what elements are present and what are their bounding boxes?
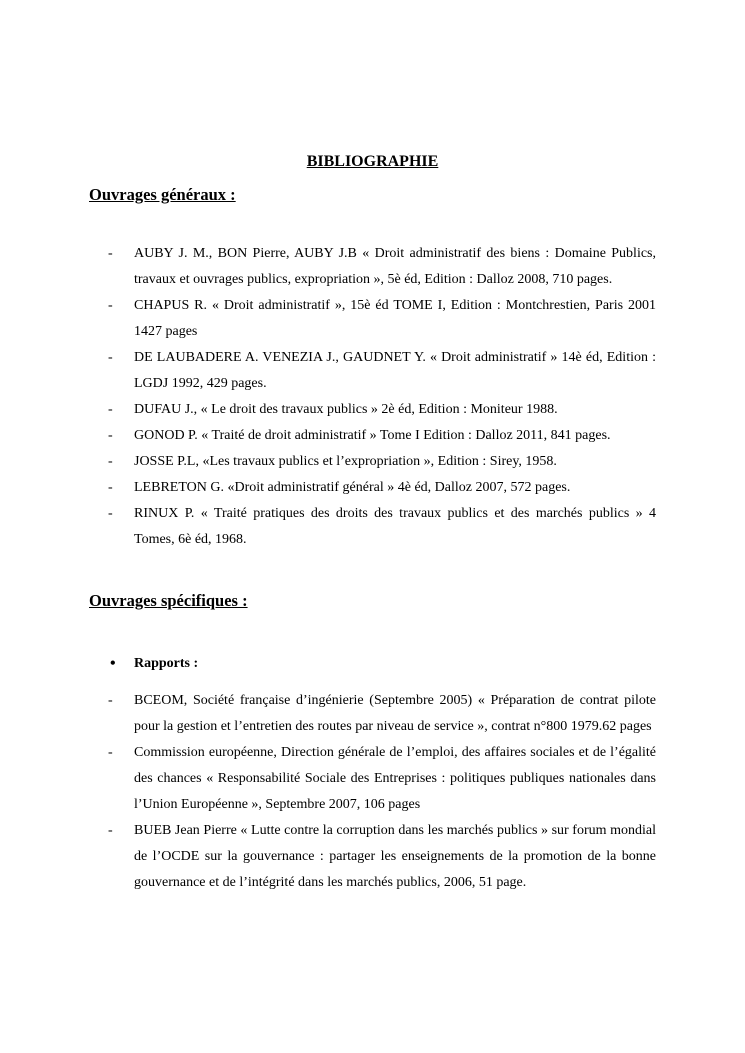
document-title: BIBLIOGRAPHIE [306, 153, 439, 170]
dash-marker: - [108, 506, 113, 521]
dash-marker: - [108, 246, 113, 261]
dash-marker: - [108, 454, 113, 469]
general-reference-list [0, 241, 745, 553]
dash-marker: - [108, 745, 113, 760]
reference-text: DE LAUBADERE A. VENEZIA J., GAUDNET Y. « Droit administratif » 14è éd, Edition : LGDJ 1992, 429 pages. [134, 350, 656, 391]
dash-marker: - [108, 693, 113, 708]
dash-marker: - [108, 298, 113, 313]
dash-marker: - [108, 402, 113, 417]
reference-item [0, 397, 656, 423]
section-heading-general: Ouvrages généraux : [89, 185, 236, 204]
dash-marker: - [108, 480, 113, 495]
reference-text: AUBY J. M., BON Pierre, AUBY J.B « Droit administratif des biens : Domaine Publics, travaux et ouvrages publics, expropriation », 5è éd, Edition : Dalloz 2008, 710 pages. [134, 246, 656, 287]
reference-text: GONOD P. « Traité de droit administratif » Tome I Edition : Dalloz 2011, 841 pages. [134, 428, 611, 443]
reports-reference-list [0, 688, 745, 896]
dash-marker: - [108, 823, 113, 838]
reference-text: JOSSE P.L, «Les travaux publics et l’expropriation », Edition : Sirey, 1958. [134, 454, 557, 469]
reference-text: CHAPUS R. « Droit administratif », 15è éd TOME I, Edition : Montchrestien, Paris 2001 1427 pages [134, 298, 656, 339]
bullet-marker: • [110, 655, 116, 672]
reference-item [0, 740, 656, 818]
reference-item [0, 241, 656, 293]
reference-text: BCEOM, Société française d’ingénierie (Septembre 2005) « Préparation de contrat pilote pour la gestion et l’entretien des routes par niveau de service », contrat n°800 1979.62 pages [134, 693, 656, 734]
section-heading-specific: Ouvrages spécifiques : [89, 591, 248, 610]
reference-text: LEBRETON G. «Droit administratif général » 4è éd, Dalloz 2007, 572 pages. [134, 480, 571, 495]
reference-item [0, 449, 656, 475]
reference-item [0, 423, 656, 449]
reference-text: DUFAU J., « Le droit des travaux publics » 2è éd, Edition : Moniteur 1988. [134, 402, 558, 417]
reference-text: Commission européenne, Direction générale de l’emploi, des affaires sociales et de l’égalité des chances « Responsabilité Sociale des Entreprises : politiques publiques nationales dans l’Union Européenne », Septembre 2007, 106 pages [134, 745, 656, 812]
reference-item [0, 688, 656, 740]
reference-text: BUEB Jean Pierre « Lutte contre la corruption dans les marchés publics » sur forum mondial de l’OCDE sur la gouvernance : partager les enseignements de la promotion de la bonne gouvernance et de l’intégrité dans les marchés publics, 2006, 51 page. [134, 823, 656, 890]
reference-item [0, 345, 656, 397]
reference-text: RINUX P. « Traité pratiques des droits des travaux publics et des marchés publics » 4 Tomes, 6è éd, 1968. [134, 506, 656, 547]
subheading-label: Rapports : [134, 656, 199, 671]
reference-item [0, 501, 656, 553]
dash-marker: - [108, 428, 113, 443]
reference-item [0, 818, 656, 896]
reference-item [0, 293, 656, 345]
reference-item [0, 475, 656, 501]
dash-marker: - [108, 350, 113, 365]
